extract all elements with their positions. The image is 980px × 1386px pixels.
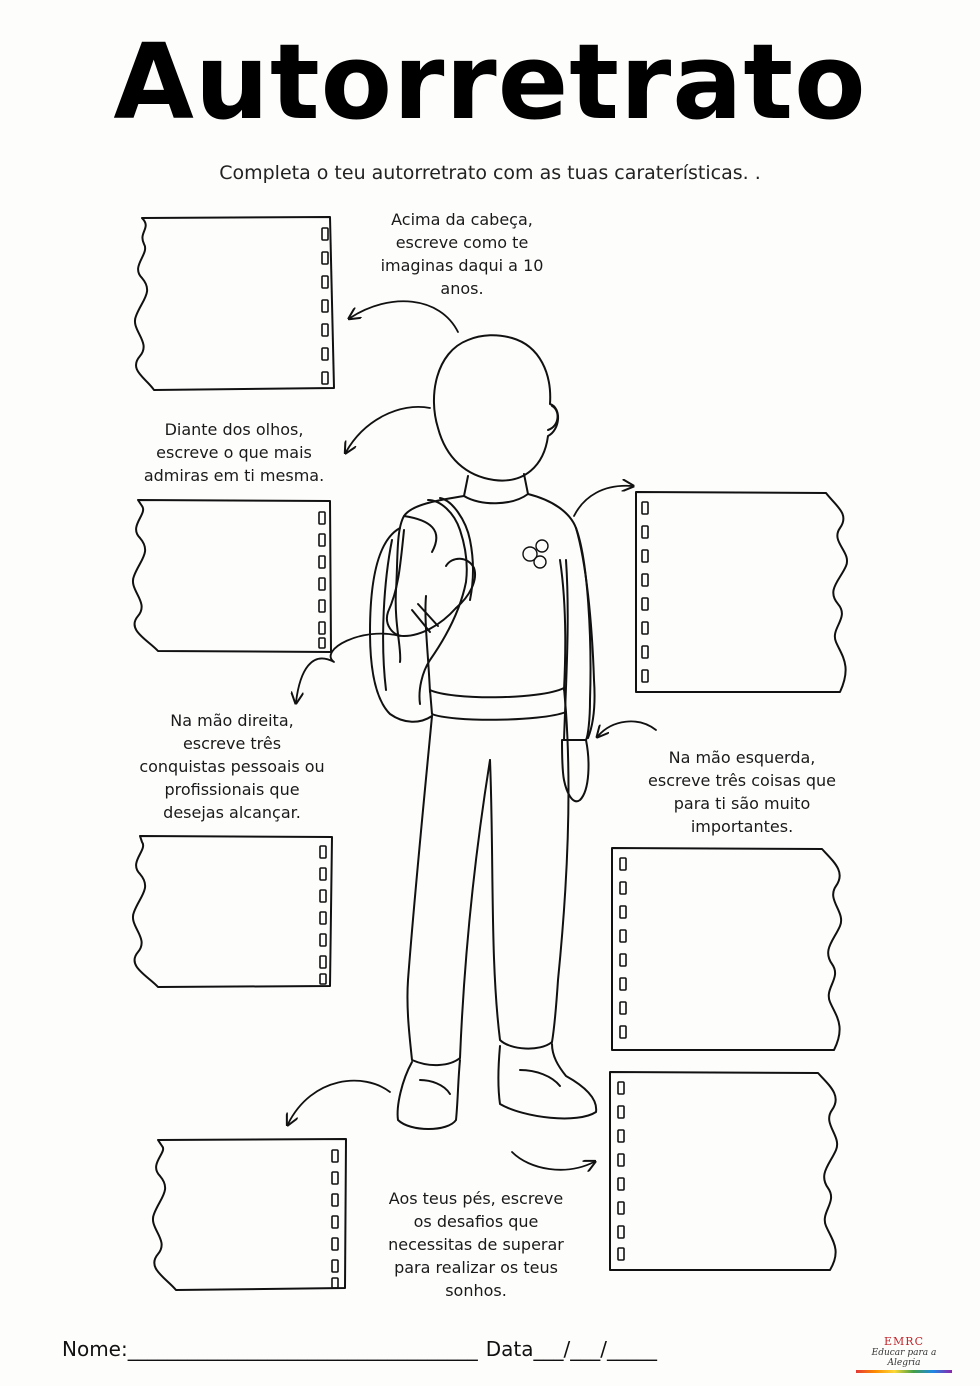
logo-rainbow-bar <box>856 1370 952 1373</box>
prompt-line: escreve como te <box>395 233 529 252</box>
prompt-line: Diante dos olhos, <box>164 420 304 439</box>
prompt-line: admiras em ti mesma. <box>143 466 325 485</box>
prompt-line: profissionais que <box>164 780 300 799</box>
note-box-right-bottom[interactable] <box>610 1072 837 1270</box>
prompt-line: necessitas de superar <box>388 1235 564 1254</box>
prompt-line: Aos teus pés, escreve <box>388 1189 564 1208</box>
prompt-line: imaginas daqui a 10 <box>380 256 544 275</box>
note-box-right-hand[interactable] <box>133 836 332 987</box>
prompt-line: sonhos. <box>445 1281 507 1300</box>
name-label: Nome: <box>62 1337 128 1361</box>
arrow-feet-right <box>512 1152 594 1170</box>
prompt-line: escreve três coisas que <box>648 771 836 790</box>
prompt-line: Na mão esquerda, <box>668 748 816 767</box>
prompt-line: desejas alcançar. <box>163 803 301 822</box>
page-subtitle: Completa o teu autorretrato com as tuas caraterísticas. . <box>219 162 761 184</box>
prompt-line: para ti são muito <box>673 794 811 813</box>
prompt-line: importantes. <box>690 817 794 836</box>
note-box-left-hand[interactable] <box>612 848 841 1050</box>
arrow-left-hand <box>598 721 656 736</box>
prompt-right-hand <box>132 709 332 824</box>
prompt-line: conquistas pessoais ou <box>139 757 325 776</box>
prompt-line: Acima da cabeça, <box>391 210 533 229</box>
prompt-line: escreve três <box>182 734 282 753</box>
date-field[interactable]: Data___/___/_____ <box>485 1337 657 1361</box>
arrow-eyes <box>346 407 430 452</box>
logo-tagline: Educar para a Alegria <box>871 1348 937 1368</box>
arrow-feet-left <box>288 1081 390 1124</box>
prompt-left-hand <box>642 746 842 838</box>
prompt-line: os desafios que <box>413 1212 539 1231</box>
emrc-logo <box>856 1335 952 1373</box>
prompt-line: escreve o que mais <box>156 443 312 462</box>
footer <box>62 1337 657 1361</box>
page-title: Autorretrato <box>113 21 867 143</box>
prompt-eyes <box>134 418 334 487</box>
note-box-eyes[interactable] <box>133 500 331 652</box>
note-box-right-top[interactable] <box>636 492 847 692</box>
prompt-line: Na mão direita, <box>170 711 294 730</box>
prompt-feet <box>376 1187 576 1302</box>
name-field[interactable]: ___________________________________ <box>127 1337 478 1361</box>
logo-title: EMRC <box>884 1335 924 1348</box>
arrow-head <box>350 301 458 332</box>
arrow-shoulder <box>574 486 632 516</box>
student-figure <box>370 335 596 1129</box>
note-box-feet[interactable] <box>153 1139 346 1290</box>
prompt-line: anos. <box>440 279 484 298</box>
prompt-line: para realizar os teus <box>394 1258 558 1277</box>
prompt-head <box>372 208 552 300</box>
note-box-head[interactable] <box>135 217 334 390</box>
